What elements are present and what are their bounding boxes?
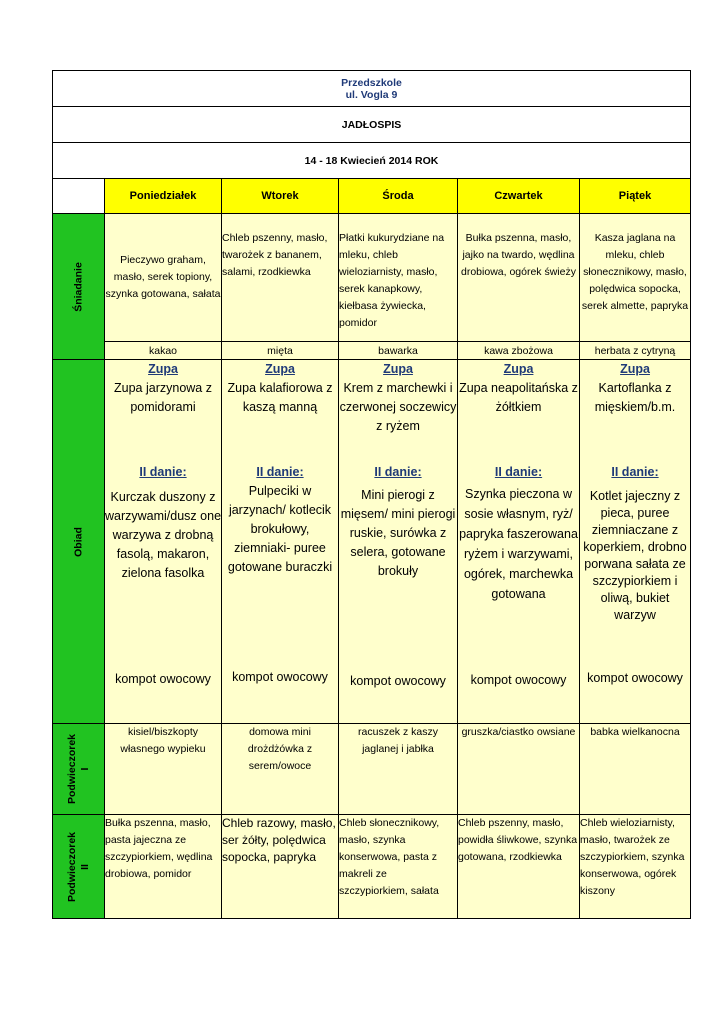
drink-tuesday: mięta (222, 342, 339, 360)
day-thursday: Czwartek (458, 179, 580, 214)
school-header (53, 71, 691, 107)
lunch-thursday (458, 360, 580, 724)
soup-thursday: Zupa neapolitańska z żółtkiem (459, 381, 578, 414)
lunch-wednesday (339, 360, 458, 724)
snack2-wednesday: Chleb słonecznikowy, masło, szynka konserwowa, pasta z makreli ze szczypiorkiem, sałata (339, 815, 458, 919)
soup-heading: Zupa (265, 362, 295, 376)
soup-monday: Zupa jarzynowa z pomidorami (114, 381, 212, 414)
soup-heading: Zupa (383, 362, 413, 376)
soup-heading: Zupa (148, 362, 178, 376)
snack2-label-cell (53, 815, 105, 919)
breakfast-tuesday: Chleb pszenny, masło, twarożek z bananem, salami, rzodkiewka (222, 214, 339, 342)
day-wednesday: Środa (339, 179, 458, 214)
second-heading: II danie: (494, 465, 543, 479)
snack1-thursday: gruszka/ciastko owsiane (458, 724, 580, 815)
lunch-label: Obiad (72, 526, 84, 557)
second-heading: II danie: (611, 465, 659, 479)
compote-thursday: kompot owocowy (470, 673, 567, 687)
drink-wednesday: bawarka (339, 342, 458, 360)
lunch-friday (580, 360, 691, 724)
snack2-monday: Bułka pszenna, masło, pasta jajeczna ze szczypiorkiem, wędlina drobiowa, pomidor (105, 815, 222, 919)
drink-friday: herbata z cytryną (580, 342, 691, 360)
date-range: 14 - 18 Kwiecień 2014 ROK (53, 143, 691, 179)
drink-monday: kakao (105, 342, 222, 360)
breakfast-monday: Pieczywo graham, masło, serek topiony, szynka gotowana, sałata (105, 214, 222, 342)
breakfast-label: Śniadanie (72, 261, 84, 312)
snack1-friday: babka wielkanocna (580, 724, 691, 815)
snack2-label (66, 831, 92, 901)
soup-heading: Zupa (503, 362, 534, 376)
menu-table (52, 70, 691, 919)
day-tuesday: Wtorek (222, 179, 339, 214)
snack1-label-line1: Podwieczorek (65, 733, 78, 805)
soup-wednesday: Krem z marchewki i czerwonej soczewicy z ryżem (339, 381, 457, 433)
second-thursday: Szynka pieczona w sosie własnym, ryż/ papryka faszerowana ryżem i warzywami, ogórek, marchewka gotowana (459, 487, 578, 601)
school-name: Przedszkole (341, 76, 402, 89)
school-address: ul. Vogla 9 (345, 88, 398, 101)
lunch-label-cell (53, 360, 105, 724)
drink-thursday: kawa zbożowa (458, 342, 580, 360)
day-friday: Piątek (580, 179, 691, 214)
compote-monday: kompot owocowy (115, 672, 211, 686)
soup-heading: Zupa (620, 362, 650, 376)
snack2-label-line1: Podwieczorek (65, 831, 78, 902)
menu-title: JADŁOSPIS (53, 107, 691, 143)
soup-friday: Kartoflanka z mięskiem/b.m. (594, 381, 676, 414)
second-friday: Kotlet jajeczny z pieca, puree ziemniaczane z koperkiem, drobno porwana sałata ze szczypiorkiem i oliwą, bukiet warzyw (583, 489, 687, 622)
compote-friday: kompot owocowy (587, 671, 683, 685)
second-heading: II danie: (256, 465, 304, 479)
lunch-monday (105, 360, 222, 724)
second-tuesday: Pulpeciki w jarzynach/ kotlecik brokułowy, ziemniaki- puree gotowane buraczki (227, 484, 333, 574)
snack2-thursday: Chleb pszenny, masło, powidła śliwkowe, szynka gotowana, rzodkiewka (458, 815, 580, 919)
snack1-label-cell (53, 724, 105, 815)
snack2-friday: Chleb wieloziarnisty, masło, twarożek ze szczypiorkiem, szynka konserwowa, ogórek kiszony (580, 815, 691, 919)
second-wednesday: Mini pierogi z mięsem/ mini pierogi ruskie, surówka z selera, gotowane brokuły (340, 488, 456, 578)
second-heading: II danie: (139, 465, 187, 479)
compote-wednesday: kompot owocowy (350, 674, 446, 688)
snack1-tuesday: domowa mini drożdżówka z serem/owoce (222, 724, 339, 815)
breakfast-thursday: Bułka pszenna, masło, jajko na twardo, wędlina drobiowa, ogórek świeży (458, 214, 580, 342)
snack1-monday: kisiel/biszkopty własnego wypieku (105, 724, 222, 815)
day-monday: Poniedziałek (105, 179, 222, 214)
second-heading: II danie: (374, 465, 422, 479)
compote-tuesday: kompot owocowy (232, 670, 328, 684)
breakfast-label-cell (53, 214, 105, 360)
lunch-tuesday (222, 360, 339, 724)
snack1-label (66, 734, 92, 804)
breakfast-friday: Kasza jaglana na mleku, chleb słonecznikowy, masło, polędwica sopocka, serek almette, papryka (580, 214, 691, 342)
snack2-tuesday: Chleb razowy, masło, ser żółty, polędwica sopocka, papryka (222, 815, 339, 919)
snack1-wednesday: racuszek z kaszy jaglanej i jabłka (339, 724, 458, 815)
snack2-label-line2: II (78, 863, 91, 870)
soup-tuesday: Zupa kalafiorowa z kaszą manną (227, 381, 333, 414)
corner-cell (53, 179, 105, 214)
breakfast-wednesday: Płatki kukurydziane na mleku, chleb wieloziarnisty, masło, serek kanapkowy, kiełbasa żywiecka, pomidor (339, 214, 458, 342)
second-monday: Kurczak duszony z warzywami/dusz one warzywa z drobną fasolą, makaron, zielona fasolka (105, 490, 222, 580)
snack1-label-line2: I (78, 767, 91, 771)
